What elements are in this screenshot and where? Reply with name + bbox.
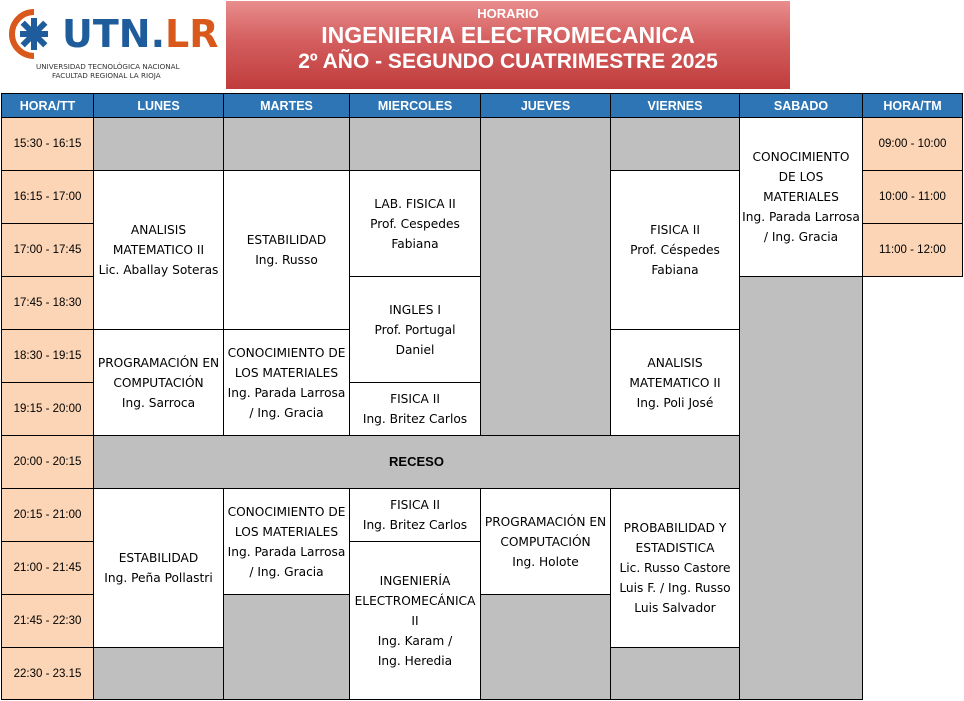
time-slot: 20:15 - 21:00 bbox=[1, 488, 94, 542]
time-slot: 20:00 - 20:15 bbox=[1, 435, 94, 489]
class-block: CONOCIMIENTO DE LOS MATERIALES Ing. Parada Larrosa / Ing. Gracia bbox=[223, 488, 350, 595]
empty-slot bbox=[349, 117, 481, 171]
class-block: CONOCIMIENTO DE LOS MATERIALES Ing. Parada Larrosa / Ing. Gracia bbox=[739, 117, 863, 277]
logo-faculty-name: FACULTAD REGIONAL LA RIOJA bbox=[52, 71, 161, 80]
class-block: PROGRAMACIÓN EN COMPUTACIÓN Ing. Sarroca bbox=[93, 329, 224, 436]
empty-slot bbox=[223, 594, 350, 700]
empty-slot bbox=[739, 276, 863, 700]
col-header-hora-tt: HORA/TT bbox=[1, 93, 94, 118]
time-slot: 17:00 - 17:45 bbox=[1, 223, 94, 277]
title-kicker: HORARIO bbox=[477, 6, 539, 21]
title-career: INGENIERIA ELECTROMECANICA bbox=[321, 22, 695, 48]
time-slot-morning: 09:00 - 10:00 bbox=[862, 117, 963, 171]
empty-slot bbox=[610, 117, 740, 171]
col-header-viernes: VIERNES bbox=[610, 93, 740, 118]
class-block: INGLES I Prof. Portugal Daniel bbox=[349, 276, 481, 383]
col-header-sabado: SABADO bbox=[739, 93, 863, 118]
title-period: 2º AÑO - SEGUNDO CUATRIMESTRE 2025 bbox=[298, 50, 718, 73]
class-block: INGENIERÍA ELECTROMECÁNICA II Ing. Karam / Ing. Heredia bbox=[349, 541, 481, 700]
empty-slot bbox=[610, 647, 740, 700]
class-block: ANALISIS MATEMATICO II Ing. Poli José bbox=[610, 329, 740, 436]
col-header-martes: MARTES bbox=[223, 93, 350, 118]
col-header-lunes: LUNES bbox=[93, 93, 224, 118]
empty-slot bbox=[480, 117, 611, 436]
time-slot-morning: 11:00 - 12:00 bbox=[862, 223, 963, 277]
empty-slot bbox=[93, 117, 224, 171]
class-block: PROGRAMACIÓN EN COMPUTACIÓN Ing. Holote bbox=[480, 488, 611, 595]
class-block: FISICA II Ing. Britez Carlos bbox=[349, 488, 481, 542]
class-block: FISICA II Ing. Britez Carlos bbox=[349, 382, 481, 436]
class-block: LAB. FISICA II Prof. Cespedes Fabiana bbox=[349, 170, 481, 277]
time-slot: 16:15 - 17:00 bbox=[1, 170, 94, 224]
col-header-miercoles: MIERCOLES bbox=[349, 93, 481, 118]
time-slot: 19:15 - 20:00 bbox=[1, 382, 94, 436]
time-slot: 15:30 - 16:15 bbox=[1, 117, 94, 171]
col-header-jueves: JUEVES bbox=[480, 93, 611, 118]
class-block: ESTABILIDAD Ing. Peña Pollastri bbox=[93, 488, 224, 648]
logo-wordmark: UTN.LR bbox=[62, 12, 219, 56]
time-slot-morning: 10:00 - 11:00 bbox=[862, 170, 963, 224]
logo-university-name: UNIVERSIDAD TECNOLÓGICA NACIONAL bbox=[36, 62, 180, 71]
class-block: ESTABILIDAD Ing. Russo bbox=[223, 170, 350, 330]
class-block: CONOCIMIENTO DE LOS MATERIALES Ing. Parada Larrosa / Ing. Gracia bbox=[223, 329, 350, 436]
time-slot: 17:45 - 18:30 bbox=[1, 276, 94, 330]
col-header-hora-tm: HORA/TM bbox=[862, 93, 963, 118]
time-slot: 21:00 - 21:45 bbox=[1, 541, 94, 595]
class-block: PROBABILIDAD Y ESTADISTICA Lic. Russo Castore Luis F. / Ing. Russo Luis Salvador bbox=[610, 488, 740, 648]
time-slot: 18:30 - 19:15 bbox=[1, 329, 94, 383]
time-slot: 22:30 - 23.15 bbox=[1, 647, 94, 700]
class-block: ANALISIS MATEMATICO II Lic. Aballay Soteras bbox=[93, 170, 224, 330]
empty-slot bbox=[93, 647, 224, 700]
empty-slot bbox=[223, 117, 350, 171]
empty-slot bbox=[480, 594, 611, 700]
class-block: FISICA II Prof. Céspedes Fabiana bbox=[610, 170, 740, 330]
time-slot: 21:45 - 22:30 bbox=[1, 594, 94, 648]
recess-bar: RECESO bbox=[93, 435, 740, 489]
